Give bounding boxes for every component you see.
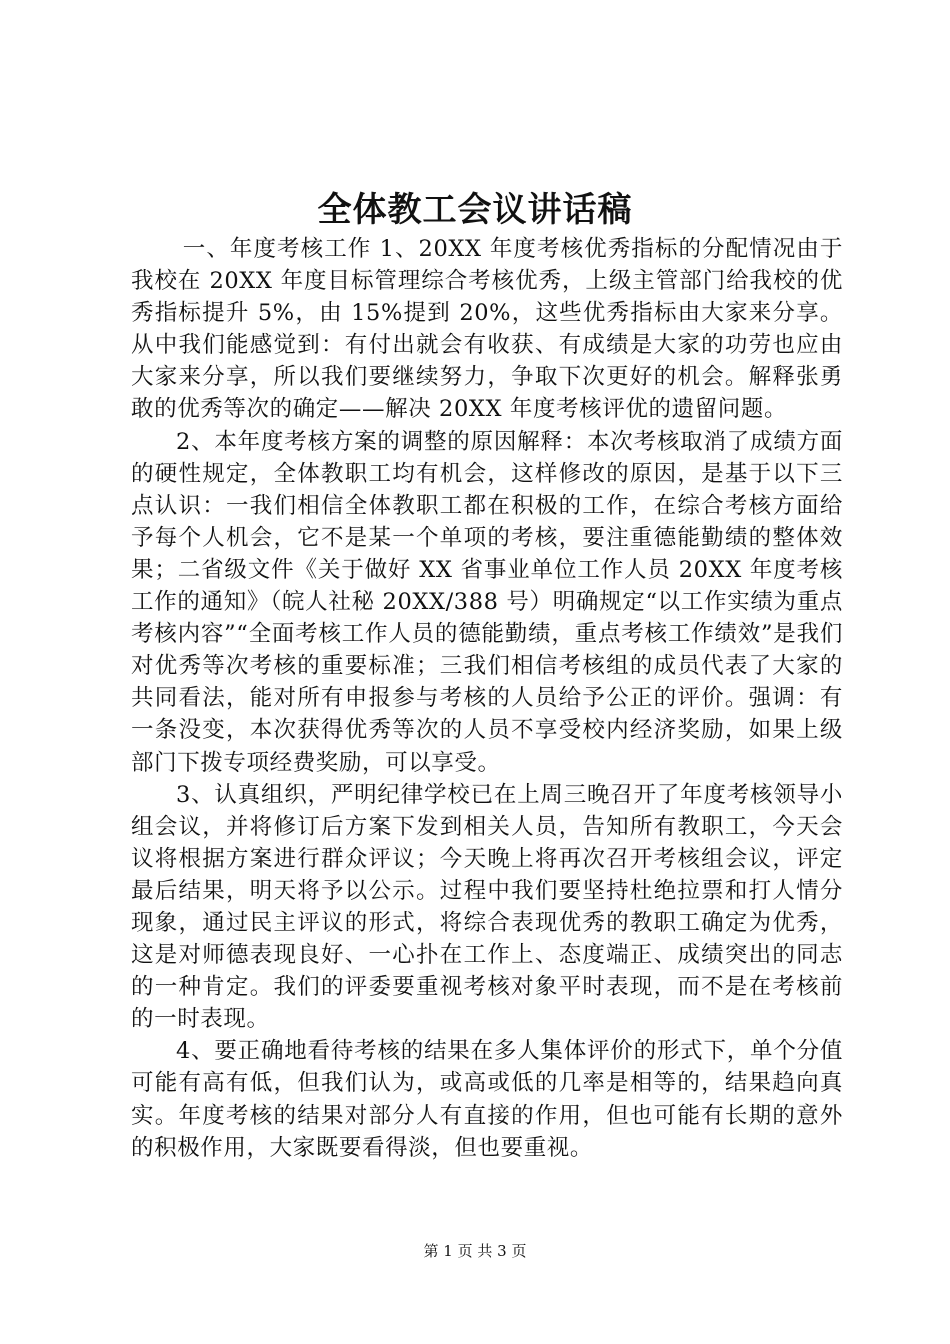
document-body bbox=[131, 233, 843, 1164]
paragraph-4: 4、要正确地看待考核的结果在多人集体评价的形式下，单个分值可能有高有低，但我们认为，或高或低的几率是相等的，结果趋向真实。年度考核的结果对部分人有直接的作用，但也可能有长期的意外的积极作用，大家既要看得淡，但也要重视。 bbox=[131, 1038, 843, 1161]
paragraph-1: 一、年度考核工作 1、20XX 年度考核优秀指标的分配情况由于我校在 20XX 年度目标管理综合考核优秀，上级主管部门给我校的优秀指标提升 5%，由 15%提到 20%，这些优秀指标由大家来分享。从中我们能感觉到：有付出就会有收获、有成绩是大家的功劳也应由大家来分享，所以我们要继续努力，争取下次更好的机会。解释张勇敢的优秀等次的确定——解决 20XX 年度考核评优的遗留问题。 bbox=[131, 236, 843, 423]
paragraph-2: 2、本年度考核方案的调整的原因解释：本次考核取消了成绩方面的硬性规定，全体教职工均有机会，这样修改的原因，是基于以下三点认识：一我们相信全体教职工都在积极的工作，在综合考核方面给予每个人机会，它不是某一个单项的考核，要注重德能勤绩的整体效果；二省级文件《关于做好 XX 省事业单位工作人员 20XX 年度考核工作的通知》（皖人社秘 20XX/388 号）明确规定“以工作实绩为重点考核内容”“全面考核工作人员的德能勤绩，重点考核工作绩效”是我们对优秀等次考核的重要标准；三我们相信考核组的成员代表了大家的共同看法，能对所有申报参与考核的人员给予公正的评价。强调：有一条没变，本次获得优秀等次的人员不享受校内经济奖励，如果上级部门下拨专项经费奖励，可以享受。 bbox=[131, 428, 843, 776]
document-title: 全体教工会议讲话稿 bbox=[317, 190, 633, 230]
paragraph-3: 3、认真组织，严明纪律学校已在上周三晚召开了年度考核领导小组会议，并将修订后方案下发到相关人员，告知所有教职工，今天会议将根据方案进行群众评议；今天晚上将再次召开考核组会议，评定最后结果，明天将予以公示。过程中我们要坚持杜绝拉票和打人情分现象，通过民主评议的形式，将综合表现优秀的教职工确定为优秀，这是对师德表现良好、一心扑在工作上、态度端正、成绩突出的同志的一种肯定。我们的评委要重视考核对象平时表现，而不是在考核前的一时表现。 bbox=[131, 781, 843, 1033]
page-number-footer: 第 1 页 共 3 页 bbox=[423, 1242, 527, 1260]
